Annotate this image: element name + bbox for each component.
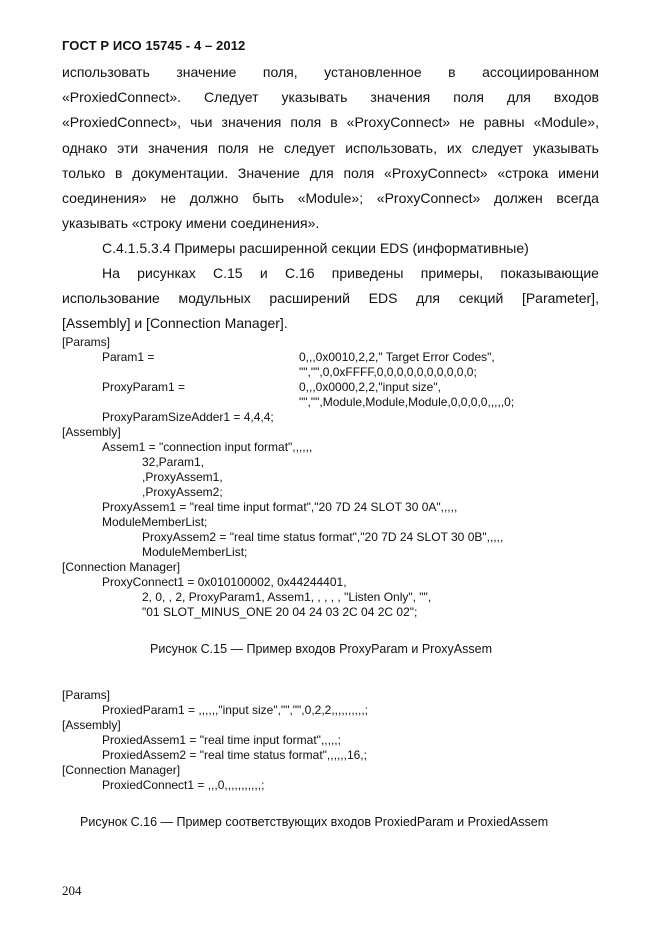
word: эти bbox=[117, 139, 139, 156]
word: следует bbox=[471, 139, 524, 156]
word: [Parameter], bbox=[521, 290, 599, 307]
word: имени bbox=[558, 164, 599, 181]
word: показывающие bbox=[500, 265, 599, 281]
document-header: ГОСТ Р ИСО 15745 - 4 – 2012 bbox=[62, 38, 246, 53]
word: входов bbox=[553, 89, 599, 106]
word: поля bbox=[217, 139, 249, 156]
word: расширений bbox=[269, 290, 350, 307]
figure-15-caption: Рисунок С.15 — Пример входов ProxyParam и ProxyAssem bbox=[150, 642, 492, 656]
code-text: ,ProxyAssem2; bbox=[142, 485, 223, 499]
word: значения bbox=[148, 139, 208, 156]
word: На bbox=[102, 265, 120, 281]
word: «строка bbox=[497, 164, 549, 181]
text-line bbox=[62, 261, 599, 286]
text-line bbox=[62, 136, 599, 161]
word: в bbox=[448, 64, 456, 80]
word: значения bbox=[221, 114, 282, 131]
word: «ProxiedConnect». bbox=[62, 89, 182, 106]
code-text: [Params] bbox=[62, 688, 111, 702]
word: установленное bbox=[324, 64, 422, 80]
text-line bbox=[62, 186, 599, 211]
code-text: [Connection Manager] bbox=[62, 560, 181, 574]
code-text: ,ProxyAssem1, bbox=[142, 470, 223, 484]
page-number: 204 bbox=[62, 883, 82, 898]
word: использовать, bbox=[345, 139, 437, 156]
word: должно bbox=[189, 190, 239, 207]
word: не bbox=[160, 190, 177, 207]
code-text: [Assembly] bbox=[62, 425, 121, 439]
word: Следует bbox=[204, 89, 259, 106]
code-text: [Assembly] bbox=[62, 718, 121, 732]
word: равны bbox=[483, 114, 525, 131]
text-line bbox=[62, 60, 599, 85]
text-line bbox=[62, 110, 599, 135]
word: быть bbox=[252, 190, 284, 207]
code-text: ProxyAssem1 = "real time input format","20 7D 24 SLOT 30 0A",,,,, bbox=[102, 500, 458, 514]
word: указывать bbox=[532, 139, 599, 156]
word: не bbox=[459, 114, 475, 131]
code-text: 32,Param1, bbox=[142, 455, 205, 469]
code-value: 0,,,0x0010,2,2," Target Error Codes", bbox=[299, 350, 495, 364]
word: «Module», bbox=[533, 114, 599, 131]
code-text: [Params] bbox=[62, 335, 111, 349]
code-text: ModuleMemberList; bbox=[102, 515, 208, 529]
word: С.15 bbox=[213, 265, 243, 281]
word: в bbox=[330, 114, 338, 131]
paragraph-2 bbox=[62, 261, 599, 337]
word: примеры, bbox=[420, 265, 484, 281]
word: поля, bbox=[262, 64, 298, 80]
code-text: ProxiedParam1 = ,,,,,,"input size","","",0,2,2,,,,,,,,,,; bbox=[102, 703, 369, 717]
word: модульных bbox=[178, 290, 251, 307]
word: в bbox=[115, 164, 123, 181]
paragraph-1 bbox=[62, 60, 599, 236]
word: для bbox=[309, 164, 334, 181]
word: приведены bbox=[331, 265, 404, 281]
word: поля bbox=[290, 114, 322, 131]
code-text: ProxyAssem2 = "real time status format","20 7D 24 SLOT 30 0B",,,,, bbox=[142, 530, 504, 544]
text-line-last: указывать «строку имени соединения». bbox=[62, 215, 320, 232]
word: и bbox=[259, 265, 268, 281]
code-value: 0,,,0x0000,2,2,"input size", bbox=[299, 380, 441, 394]
code-text: ProxiedAssem1 = "real time input format",,,,,; bbox=[102, 733, 341, 747]
code-text: ProxyConnect1 = 0x010100002, 0x44244401, bbox=[102, 575, 347, 589]
word: «ProxyConnect» bbox=[384, 164, 488, 181]
word: значения bbox=[370, 89, 431, 106]
word: поля bbox=[453, 89, 485, 106]
word: соединения» bbox=[62, 190, 147, 207]
word: рисунках bbox=[137, 265, 196, 281]
code-text: "01 SLOT_MINUS_ONE 20 04 24 03 2C 04 2C 02"; bbox=[142, 605, 418, 619]
word: «ProxiedConnect», bbox=[62, 114, 182, 131]
code-text: ProxyParamSizeAdder1 = 4,4,4; bbox=[102, 410, 274, 424]
section-heading-block bbox=[62, 236, 599, 261]
code-value: "","",0,0xFFFF,0,0,0,0,0,0,0,0,0,0; bbox=[299, 365, 477, 379]
word: поля bbox=[343, 164, 375, 181]
code-text: 2, 0, , 2, ProxyParam1, Assem1, , , , , "Listen Only", "", bbox=[142, 590, 432, 604]
figure-16-caption: Рисунок С.16 — Пример соответствующих входов ProxiedParam и ProxiedAssem bbox=[80, 815, 549, 829]
word: «Module»; bbox=[297, 190, 364, 207]
word: их bbox=[446, 139, 462, 156]
word: указывать bbox=[281, 89, 348, 106]
code-text: ProxiedConnect1 = ,,,0,,,,,,,,,,,; bbox=[102, 778, 265, 792]
word: чьи bbox=[190, 114, 213, 131]
word: однако bbox=[62, 139, 108, 156]
word: для bbox=[416, 290, 441, 307]
code-text: Param1 = bbox=[102, 350, 155, 364]
word: не bbox=[258, 139, 275, 156]
word: для bbox=[506, 89, 531, 106]
word: EDS bbox=[368, 290, 398, 307]
section-heading: C.4.1.5.3.4 Примеры расширенной секции EDS (информативные) bbox=[102, 240, 529, 256]
word: использование bbox=[62, 290, 160, 307]
word: следует bbox=[283, 139, 336, 156]
text-line bbox=[62, 286, 599, 311]
text-line bbox=[62, 85, 599, 110]
code-text: ProxyParam1 = bbox=[102, 380, 186, 394]
word: документации. bbox=[132, 164, 229, 181]
code-text: ModuleMemberList; bbox=[142, 545, 248, 559]
code-text: [Connection Manager] bbox=[62, 763, 181, 777]
word: ассоциированном bbox=[482, 64, 599, 80]
code-text: ProxiedAssem2 = "real time status format",,,,,,16,; bbox=[102, 748, 367, 762]
word: только bbox=[62, 164, 106, 181]
code-text: Assem1 = "connection input format",,,,,, bbox=[102, 440, 313, 454]
word: «ProxyConnect» bbox=[376, 190, 481, 207]
word: С.16 bbox=[284, 265, 315, 281]
word: всегда bbox=[556, 190, 599, 207]
text-line bbox=[62, 161, 599, 186]
word: «ProxyConnect» bbox=[346, 114, 451, 131]
word: должен bbox=[494, 190, 543, 207]
word: Значение bbox=[237, 164, 300, 181]
text-line-last: [Assembly] и [Connection Manager]. bbox=[62, 315, 288, 332]
word: секций bbox=[458, 290, 504, 307]
word: значение bbox=[176, 64, 237, 80]
word: использовать bbox=[62, 64, 150, 80]
code-value: "","",Module,Module,Module,0,0,0,0,,,,,0; bbox=[299, 395, 515, 409]
